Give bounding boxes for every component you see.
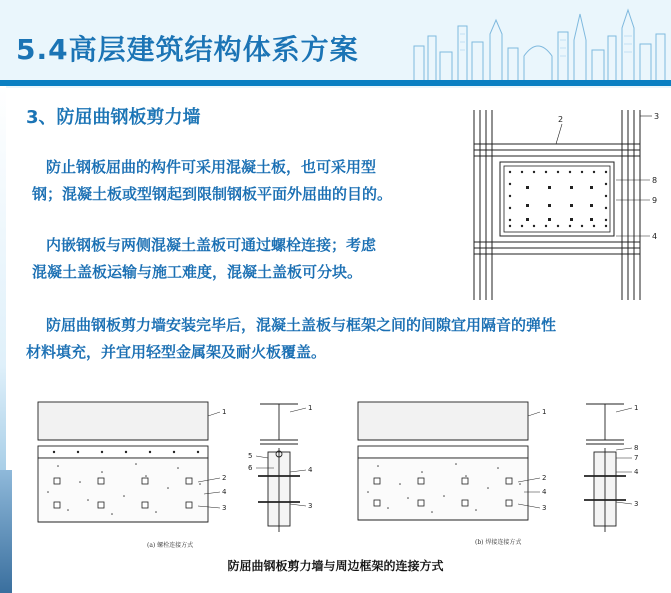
paragraph-line: 防止钢板屈曲的构件可采用混凝土板，也可采用型: [46, 158, 377, 176]
connection-detail-figure: [28, 392, 648, 554]
bolt-dots: [509, 171, 607, 227]
panel-b-side-callout: 4: [634, 468, 639, 476]
shear-wall-elevation-diagram: [466, 104, 666, 304]
panel-a-side-callout: 6: [248, 464, 253, 472]
elevation-callout: 9: [652, 196, 658, 205]
city-skyline-graphic: [408, 6, 671, 82]
panel-a-callout: 2: [222, 474, 227, 482]
panel-a-callout: 1: [222, 408, 227, 416]
panel-a-side-callout: 3: [308, 502, 313, 510]
panel-b-section: [358, 402, 528, 520]
panel-b-side-callout: 8: [634, 444, 639, 452]
page-title: 5.4高层建筑结构体系方案: [16, 33, 359, 66]
panel-a-label: (a) 螺栓连接方式: [147, 542, 194, 549]
paragraph-line: 材料填充，并宜用轻型金属架及耐火板覆盖。: [26, 343, 327, 361]
panel-b-side-callout: 3: [634, 500, 639, 508]
panel-b-side-section: [586, 404, 624, 532]
paragraph-gap-filling: [26, 312, 650, 366]
elevation-callout: 4: [652, 232, 658, 241]
paragraph-line: 内嵌钢板与两侧混凝土盖板可通过螺栓连接；考虑: [46, 236, 377, 254]
paragraph-bolt-connection: [32, 232, 462, 286]
paragraph-line: 混凝土盖板运输与施工难度，混凝土盖板可分块。: [32, 263, 363, 281]
panel-a-side-callout: 4: [308, 466, 313, 474]
panel-b-callout: 3: [542, 504, 547, 512]
panel-b-callout: 2: [542, 474, 547, 482]
paragraph-line: 防屈曲钢板剪力墙安装完毕后，混凝土盖板与框架之间的间隙宜用隔音的弹性: [46, 316, 557, 334]
elevation-callout: 2: [558, 115, 564, 124]
elevation-callout: 8: [652, 176, 658, 185]
panel-a-callout: 3: [222, 504, 227, 512]
panel-b-side-callout: 7: [634, 454, 639, 462]
section-heading: 3、防屈曲钢板剪力墙: [26, 107, 201, 128]
paragraph-line: 钢；混凝土板或型钢起到限制钢板平面外屈曲的目的。: [32, 185, 393, 203]
panel-b-callout: 1: [542, 408, 547, 416]
panel-a-side-callout: 1: [308, 404, 313, 412]
panel-a-callout: 4: [222, 488, 227, 496]
panel-b-label: (b) 焊接连接方式: [475, 539, 522, 546]
figure-caption: 防屈曲钢板剪力墙与周边框架的连接方式: [227, 559, 444, 573]
panel-b-side-callout: 1: [634, 404, 639, 412]
title-divider-bar: [0, 80, 671, 86]
paragraph-buckling-restraint: [32, 154, 462, 208]
left-photo-strip: [0, 470, 12, 593]
panel-b-callout: 4: [542, 488, 547, 496]
panel-a-section: [38, 402, 208, 522]
panel-a-side-callout: 5: [248, 452, 253, 460]
elevation-callout: 3: [654, 112, 660, 121]
